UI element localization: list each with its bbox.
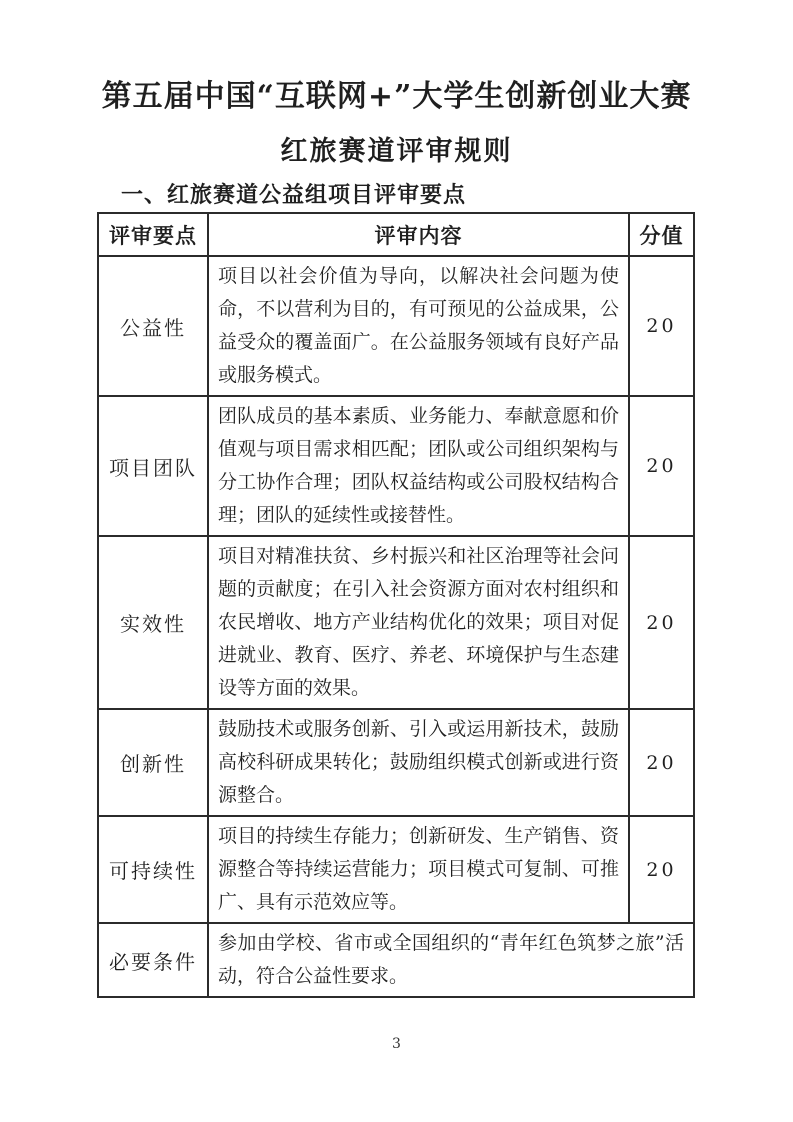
review-content-cell: 鼓励技术或服务创新、引入或运用新技术，鼓励高校科研成果转化；鼓励组织模式创新或进行资源整合。 bbox=[208, 709, 629, 816]
column-header-review-content: 评审内容 bbox=[208, 213, 629, 256]
score-cell: 20 bbox=[629, 256, 694, 396]
review-point-cell: 可持续性 bbox=[98, 816, 208, 923]
review-point-cell: 实效性 bbox=[98, 536, 208, 709]
review-point-cell: 公益性 bbox=[98, 256, 208, 396]
table-header-row bbox=[98, 213, 694, 256]
review-content-cell: 项目的持续生存能力；创新研发、生产销售、资源整合等持续运营能力；项目模式可复制、可推广、具有示范效应等。 bbox=[208, 816, 629, 923]
table-row bbox=[98, 923, 694, 997]
score-cell: 20 bbox=[629, 536, 694, 709]
section-heading: 一、红旅赛道公益组项目评审要点 bbox=[121, 183, 467, 208]
table-row bbox=[98, 256, 694, 396]
score-cell: 20 bbox=[629, 816, 694, 923]
review-point-cell: 必要条件 bbox=[98, 923, 208, 997]
document-title: 第五届中国“互联网+”大学生创新创业大赛 bbox=[101, 79, 692, 114]
review-content-cell: 项目以社会价值为导向，以解决社会问题为使命，不以营利为目的，有可预见的公益成果，公益受众的覆盖面广。在公益服务领域有良好产品或服务模式。 bbox=[208, 256, 629, 396]
table-row bbox=[98, 709, 694, 816]
table-row bbox=[98, 396, 694, 536]
column-header-score: 分值 bbox=[629, 213, 694, 256]
review-content-cell: 团队成员的基本素质、业务能力、奉献意愿和价值观与项目需求相匹配；团队或公司组织架构与分工协作合理；团队权益结构或公司股权结构合理；团队的延续性或接替性。 bbox=[208, 396, 629, 536]
review-point-cell: 创新性 bbox=[98, 709, 208, 816]
review-point-cell: 项目团队 bbox=[98, 396, 208, 536]
score-cell: 20 bbox=[629, 709, 694, 816]
page-number: 3 bbox=[392, 1036, 401, 1052]
table-row bbox=[98, 536, 694, 709]
document-subtitle: 红旅赛道评审规则 bbox=[280, 136, 513, 167]
table-row bbox=[98, 816, 694, 923]
column-header-review-point: 评审要点 bbox=[98, 213, 208, 256]
review-criteria-table bbox=[97, 212, 695, 998]
score-cell: 20 bbox=[629, 396, 694, 536]
review-content-cell: 项目对精准扶贫、乡村振兴和社区治理等社会问题的贡献度；在引入社会资源方面对农村组织和农民增收、地方产业结构优化的效果；项目对促进就业、教育、医疗、养老、环境保护与生态建设等方面的效果。 bbox=[208, 536, 629, 709]
review-content-cell: 参加由学校、省市或全国组织的“青年红色筑梦之旅”活动，符合公益性要求。 bbox=[208, 923, 694, 997]
